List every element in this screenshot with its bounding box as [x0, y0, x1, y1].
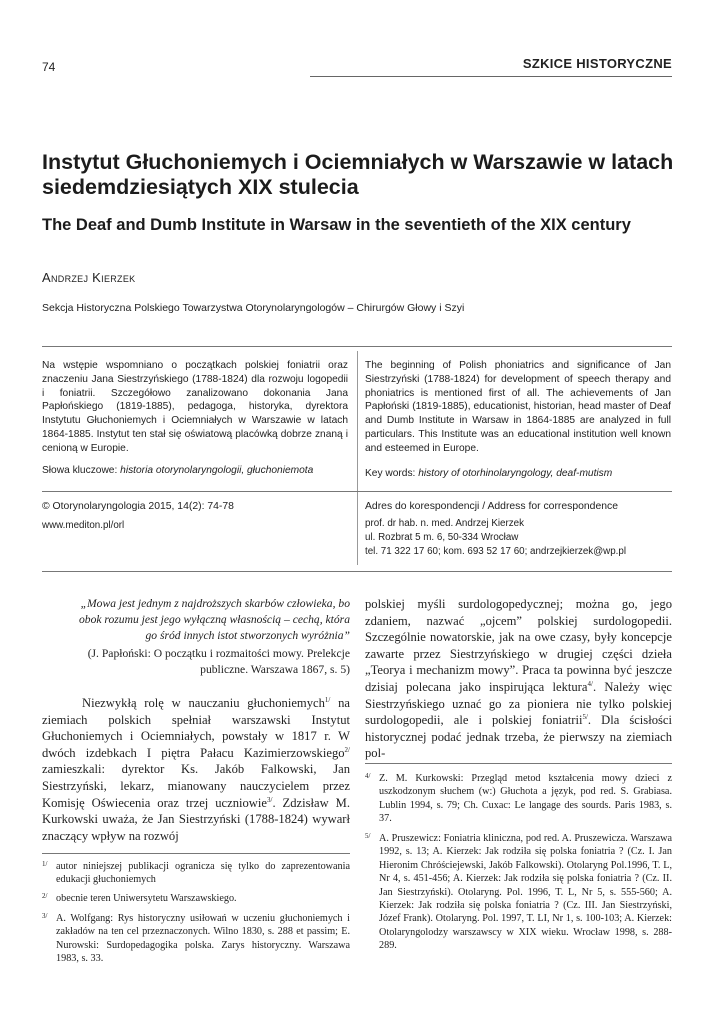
footnote-1: autor niniejszej publikacji ogranicza się tylko do zaprezentowania edukacji głuchoniemych — [56, 861, 350, 886]
author-affiliation: Sekcja Historyczna Polskiego Towarzystwa Otorynolaryngologów – Chirurgów Głowy i Szyi — [42, 302, 465, 314]
footnote-1-number: 1/ — [42, 860, 48, 868]
footnote-3: A. Wolfgang: Rys historyczny usiłowań w uczeniu głuchoniemych i zakładów na ten cel przeznaczonych. Wilno 1830, s. 288 et passim; E. Nurowski: Surdopedagogika polska. Zarys historyczny. Warszawa 1983, s. 33. — [56, 913, 350, 965]
keywords-en-text: history of otorhinolaryngology, deaf-mutism — [418, 468, 613, 479]
body-text: Niezwykłą rolę w nauczaniu głuchoniemych — [82, 696, 325, 710]
journal-website[interactable]: www.mediton.pl/orl — [42, 520, 125, 531]
correspondence-heading: Adres do korespondencji / Address for correspondence — [365, 501, 618, 512]
epigraph-quote: „Mowa jest jednym z najdroższych skarbów człowieka, bo obok rozumu jest jego wyłączną własnością – cechą, która go śród innych istot stworzonych wyróżnia” — [78, 597, 350, 642]
body-text: . Należy więc Siestrzyńskiego uznać go za pioniera nie tylko polskiej surdologopedii, ale i polskiej foniatrii — [365, 679, 672, 728]
footnote-5: A. Pruszewicz: Foniatria kliniczna, pod red. A. Pruszewicza. Warszawa 1992, s. 13; A. Kierzek: Jak rodziła się polska foniatria ? (Cz. I. Jan Hieronim Chróściejewski, Jakób Falkowski). Otolaryng Pol.1996, T. L, Nr 4, s. 451-456; A. Kierzek: Jak rodziła się polska foniatria ? (Cz. II. Jan Siestrzyński). Otolaryng. Pol. 1996, T. L, Nr 5, s. 555-560; A. Kierzek: Jak rodziła się polska foniatria ? (Cz. III. Jan Siestrzyński, Józef Frank). Otolaryng. Pol. 1997, T. LI, Nr 1, s. 100-103; A. Kierzek: Otolaryngolodzy warszawscy w XIX wieku. Wrocław 1998, s. 288-289. — [379, 833, 672, 952]
correspondence-phone: tel. 71 322 17 60; kom. 693 52 17 60; andrzejkierzek@wp.pl — [365, 546, 627, 557]
footnote-4: Z. M. Kurkowski: Przegląd metod kształcenia mowy dzieci z uszkodzonym słuchem (w:) Głuchota a język, pod red. S. Grabiasa. Lublin 1994, s. 79; Ch. Cuxac: Le langage des sourds. Paris 1983, s. 37. — [379, 773, 672, 825]
footnote-ref: 3/ — [267, 795, 273, 804]
keywords-pl-label: Słowa kluczowe: — [42, 465, 118, 476]
body-text: . Zdzisław M. Kurkowski uważa, że Jan Siestrzyński (1788-1824) wywarł znaczący wpływ na rozwój — [42, 795, 350, 843]
keywords-en-label: Key words: — [365, 468, 416, 479]
header-rule — [310, 76, 672, 77]
correspondence-name: prof. dr hab. n. med. Andrzej Kierzek — [365, 518, 525, 529]
article-title-pl: Instytut Głuchoniemych i Ociemniałych w Warszawie w latach siedemdziesiątych XIX stulecia — [42, 150, 674, 199]
journal-citation: © Otorynolaryngologia 2015, 14(2): 74-78 — [42, 501, 234, 512]
footnote-4-number: 4/ — [365, 772, 371, 780]
footnote-ref: 1/ — [324, 695, 331, 704]
body-paragraph-left — [42, 695, 350, 844]
footnote-2-number: 2/ — [42, 892, 48, 900]
article-title-en: The Deaf and Dumb Institute in Warsaw in the seventieth of the XIX century — [42, 216, 631, 234]
keywords-pl — [42, 464, 348, 478]
body-text: zamieszkali: dyrektor Ks. Jakób Falkowski, Jan Siestrzyński, lekarz, mianowany nauczycielem przez Komisję Oświecenia oraz trzej uczniowie — [42, 762, 350, 810]
footnote-rule-left — [42, 853, 350, 854]
keywords-pl-text: historia otorynolaryngologii, głuchoniemota — [120, 465, 314, 476]
abstract-column-divider — [357, 351, 358, 565]
footnote-ref: 4/ — [587, 679, 593, 688]
section-title: SZKICE HISTORYCZNE — [522, 56, 672, 71]
body-text: polskiej myśli surdologopedycznej; można go, jego zdaniem, nazwać „ojcem” polskiej surdologopedii. Szczególnie nowatorskie, jak na owe czasy, były koncepcje zawarte przez Siestrzyńskiego w drugiej części dzieła „Teorya i mechanizm mowy”. Praca ta powinna być jeszcze dzisiaj polecana jako inspirująca lektura — [365, 597, 672, 694]
correspondence-street: ul. Rozbrat 5 m. 6, 50-334 Wrocław — [365, 532, 519, 543]
page-number: 74 — [42, 60, 56, 74]
footnote-3-number: 3/ — [42, 912, 48, 920]
abstract-en: The beginning of Polish phoniatrics and significance of Jan Siestrzyński (1788-1824) for development of speech therapy and phoniatrics is mentioned first of all. The achievements of Jan Papłoński (1819-1885), educationist, historian, head master of Deaf and Dumb Institute in Warsaw in 1864-1885 are analyzed in full particulars. This Institute was an educational institution well known and esteemed in Europe. — [365, 360, 671, 454]
body-text: na ziemiach polskich spełniał warszawski Instytut Głuchoniemych i Ociemniałych, powstały w 1817 r. W dwóch izdebkach I piętra Pałacu Kazimierzowskiego — [42, 696, 350, 760]
footnote-ref: 2/ — [344, 745, 350, 754]
footnote-5-number: 5/ — [365, 832, 371, 840]
abstract-mid-rule — [42, 491, 672, 492]
author-name: Andrzej Kierzek — [42, 270, 136, 285]
footnote-ref: 5/ — [582, 712, 588, 721]
body-text: . Dla ścisłości historycznej podać jednak trzeba, że pierwszy na ziemiach pol- — [365, 713, 672, 761]
body-paragraph-right — [365, 596, 672, 762]
abstract-bottom-rule — [42, 571, 672, 572]
abstract-top-rule — [42, 346, 672, 347]
footnote-rule-right — [365, 763, 672, 764]
epigraph-source: (J. Papłoński: O początku i rozmaitości mowy. Prelekcje publiczne. Warszawa 1867, s. 5) — [87, 647, 350, 676]
footnote-2: obecnie teren Uniwersytetu Warszawskiego. — [56, 893, 237, 904]
abstract-pl: Na wstępie wspomniano o początkach polskiej foniatrii oraz znaczeniu Jana Siestrzyńskiego (1788-1824) dla rozwoju logopedii i foniatrii. Szczegółowo zanalizowano dokonania Jana Papłońskiego (1819-1885), pedagoga, historyka, dyrektora Instytutu Głuchoniemych i Ociemniałych w Warszawie w latach 1864-1885. Instytut ten stał się oświatową placówką dobrze znaną i cenioną w Europie. — [42, 360, 348, 454]
keywords-en — [365, 467, 671, 481]
